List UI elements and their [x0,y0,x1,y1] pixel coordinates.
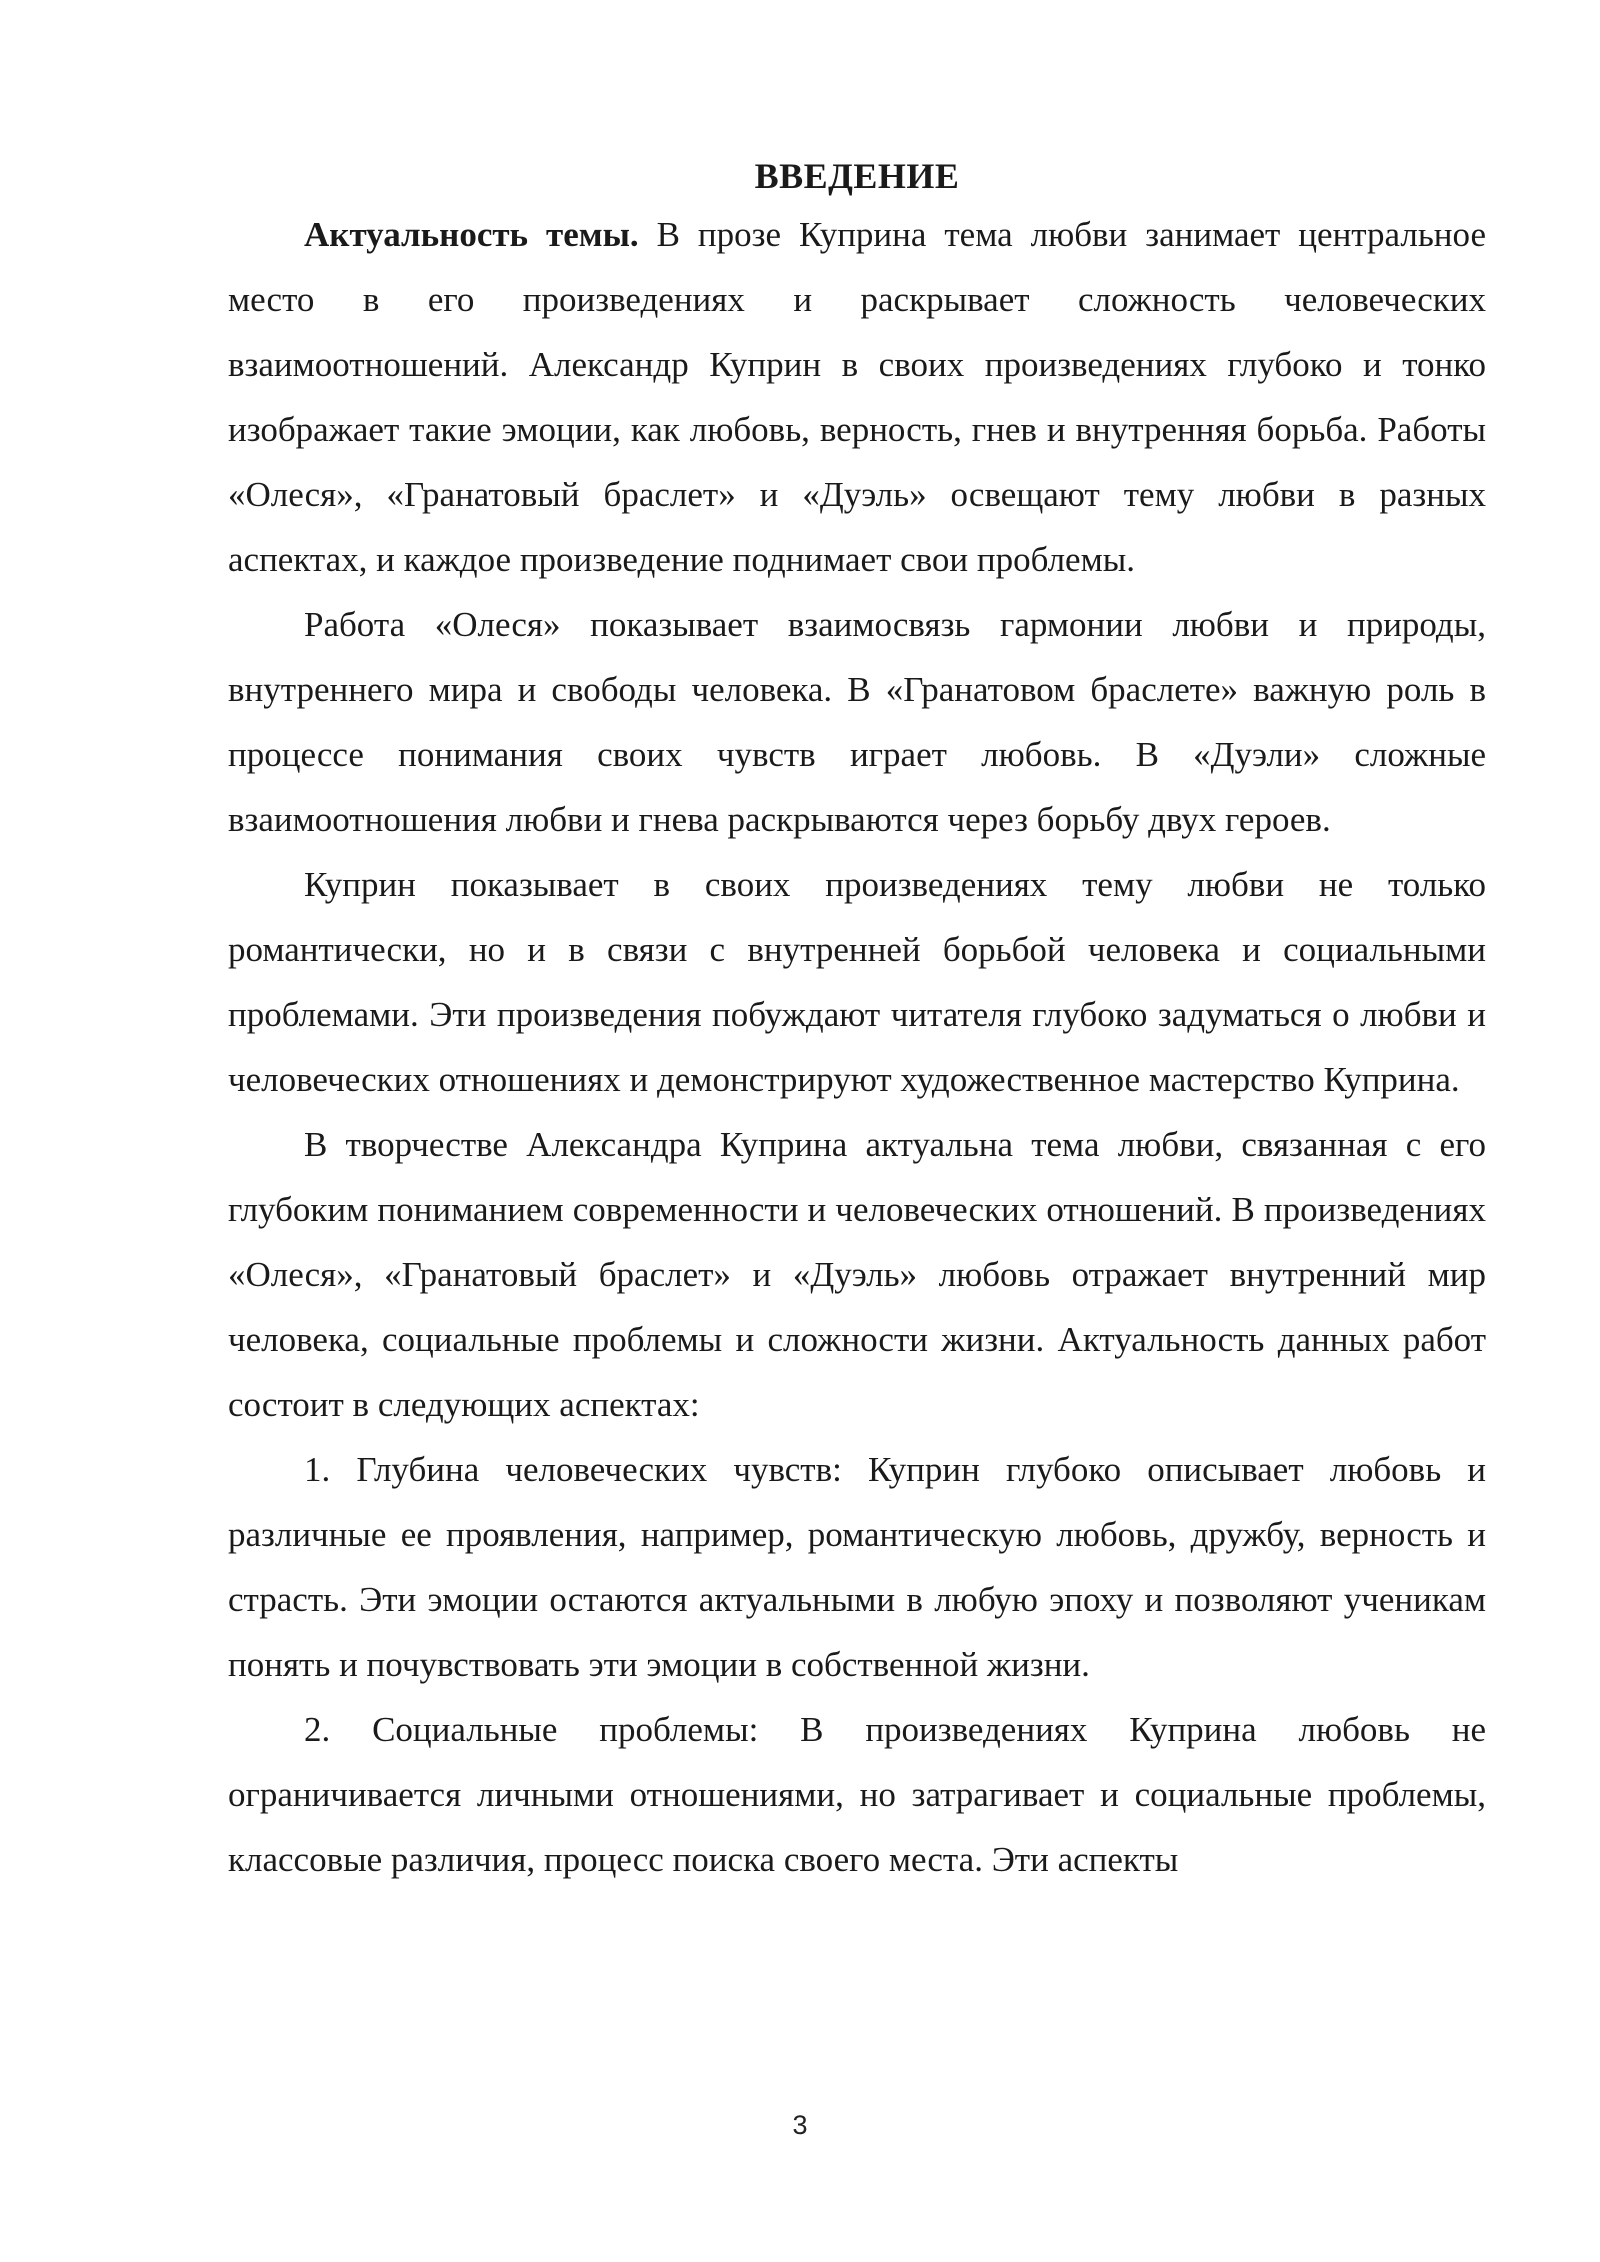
paragraph-olesya: Работа «Олеся» показывает взаимосвязь гармонии любви и природы, внутреннего мира и свободы человека. В «Гранатовом браслете» важную роль в процессе понимания своих чувств играет любовь. В «Дуэли» сложные взаимоотношения любви и гнева раскрываются через борьбу двух героев. [228,605,1486,839]
paragraph-relevance [228,202,1486,592]
list-item-social-problems: 2. Социальные проблемы: В произведениях Куприна любовь не ограничивается личными отношениями, но затрагивает и социальные проблемы, классовые различия, процесс поиска своего места. Эти аспекты [228,1710,1486,1879]
paragraph-kuprin-shows: Куприн показывает в своих произведениях тему любви не только романтически, но и в связи с внутренней борьбой человека и социальными проблемами. Эти произведения побуждают читателя глубоко задуматься о любви и человеческих отношениях и демонстрируют художественное мастерство Куприна. [228,865,1486,1099]
paragraph-text: В прозе Куприна тема любви занимает центральное место в его произведениях и раскрывает сложность человеческих взаимоотношений. Александр Куприн в своих произведениях глубоко и тонко изображает такие эмоции, как любовь, верность, гнев и внутренняя борьба. Работы «Олеся», «Гранатовый браслет» и «Дуэль» освещают тему любви в разных аспектах, и каждое произведение поднимает свои проблемы. [228,215,1486,579]
paragraph-lead-bold: Актуальность темы. [304,215,639,254]
paragraph-creativity: В творчестве Александра Куприна актуальна тема любви, связанная с его глубоким пониманием современности и человеческих отношений. В произведениях «Олеся», «Гранатовый браслет» и «Дуэль» любовь отражает внутренний мир человека, социальные проблемы и сложности жизни. Актуальность данных работ состоит в следующих аспектах: [228,1125,1486,1424]
page-number: 3 [792,2110,808,2140]
page-content [228,150,1486,1892]
list-item-depth-of-feelings: 1. Глубина человеческих чувств: Куприн глубоко описывает любовь и различные ее проявления, например, романтическую любовь, дружбу, верность и страсть. Эти эмоции остаются актуальными в любую эпоху и позволяют ученикам понять и почувствовать эти эмоции в собственной жизни. [228,1450,1486,1684]
section-heading: ВВЕДЕНИЕ [754,156,960,196]
